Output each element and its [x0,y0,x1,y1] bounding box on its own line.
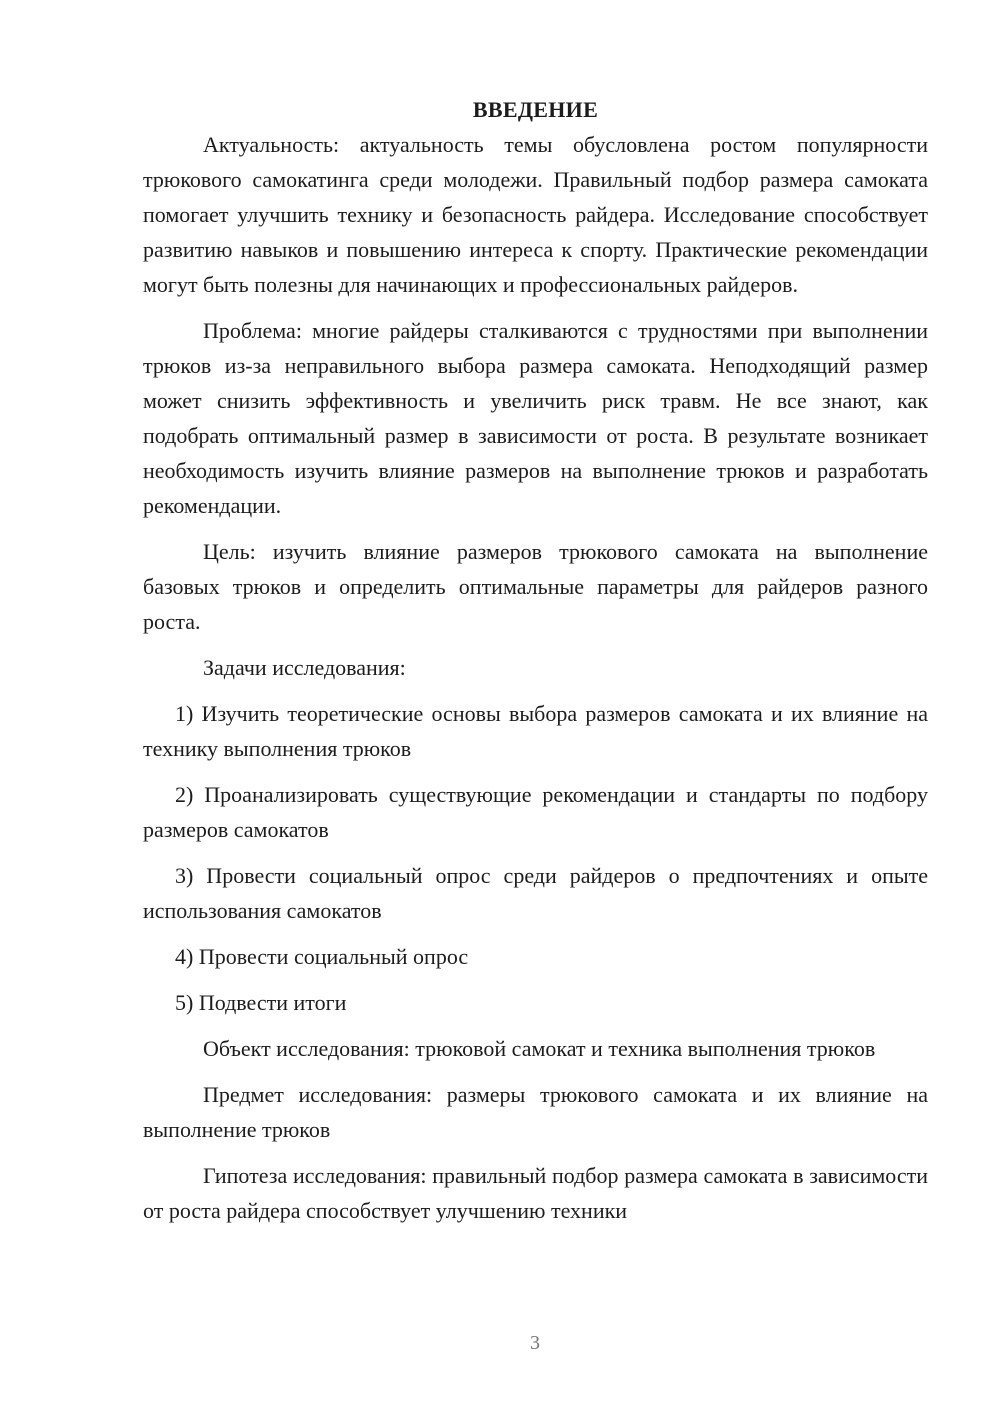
paragraph-hypothesis: Гипотеза исследования: правильный подбор размера самоката в зависимости от роста райдера способствует улучшению техники [143,1163,928,1223]
task-item-4: 4) Провести социальный опрос [175,944,469,969]
task-item-5: 5) Подвести итоги [175,990,347,1015]
paragraph-problem: Проблема: многие райдеры сталкиваются с трудностями при выполнении трюков из-за неправильного выбора размера самоката. Неподходящий размер может снизить эффективность и увеличить риск травм. Не все знают, как подобрать оптимальный размер в зависимости от роста. В результате возникает необходимость изучить влияние размеров на выполнение трюков и разработать рекомендации. [143,318,928,518]
task-item-2: 2) Проанализировать существующие рекомендации и стандарты по подбору размеров самокатов [143,782,928,842]
paragraph-goal: Цель: изучить влияние размеров трюкового самоката на выполнение базовых трюков и определить оптимальные параметры для райдеров разного роста. [143,539,928,634]
page-number: 3 [530,1332,540,1354]
paragraph-object: Объект исследования: трюковой самокат и техника выполнения трюков [203,1036,876,1061]
paragraph-relevance: Актуальность: актуальность темы обусловлена ростом популярности трюкового самокатинга среди молодежи. Правильный подбор размера самоката помогает улучшить технику и безопасность райдера. Исследование способствует развитию навыков и повышению интереса к спорту. Практические рекомендации могут быть полезны для начинающих и профессиональных райдеров. [143,132,928,297]
document-body [143,92,928,1228]
task-item-1: 1) Изучить теоретические основы выбора размеров самоката и их влияние на технику выполнения трюков [143,701,928,761]
page-title: ВВЕДЕНИЕ [472,97,599,122]
paragraph-subject: Предмет исследования: размеры трюкового самоката и их влияние на выполнение трюков [143,1082,928,1142]
tasks-heading: Задачи исследования: [203,655,406,680]
task-item-3: 3) Провести социальный опрос среди райдеров о предпочтениях и опыте использования самокатов [143,863,928,923]
